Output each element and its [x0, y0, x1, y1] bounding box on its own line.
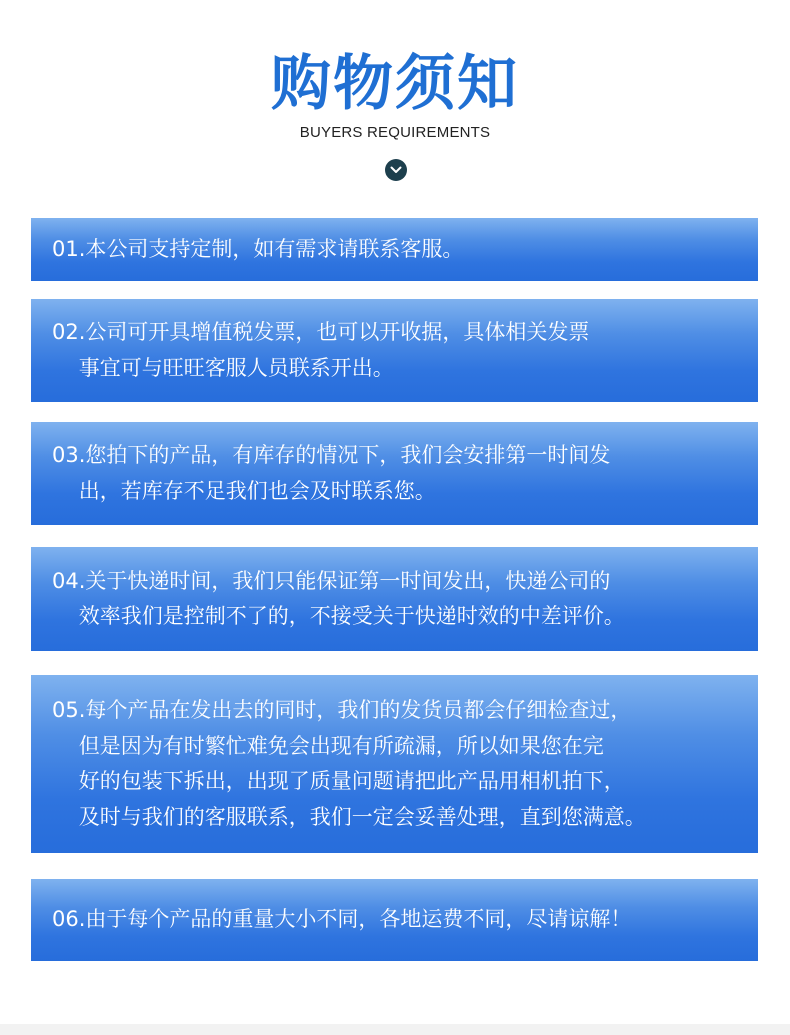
- notice-text: 03.您拍下的产品，有库存的情况下，我们会安排第一时间发 出，若库存不足我们也会及时联系您。: [52, 443, 611, 503]
- notice-item-04: [31, 547, 758, 651]
- notice-item-02: [31, 299, 758, 402]
- notice-text: 06.由于每个产品的重量大小不同，各地运费不同，尽请谅解！: [52, 907, 632, 932]
- chevron-down-icon: [385, 159, 407, 181]
- notice-item-05: [31, 675, 758, 853]
- notice-text: 04.关于快递时间，我们只能保证第一时间发出，快递公司的 效率我们是控制不了的，不接受关于快递时效的中差评价。: [52, 568, 625, 628]
- notice-text: 02.公司可开具增值税发票，也可以开收据，具体相关发票 事宜可与旺旺客服人员联系开出。: [52, 320, 590, 380]
- notice-text: 01.本公司支持定制，如有需求请联系客服。: [52, 236, 464, 261]
- notice-text: 05.每个产品在发出去的同时，我们的发货员都会仔细检查过， 但是因为有时繁忙难免会出现有所疏漏，所以如果您在完 好的包装下拆出，出现了质量问题请把此产品用相机拍下， 及时与我们的客服联系，我们一定会妥善处理，直到您满意。: [52, 698, 646, 829]
- page-subtitle: BUYERS REQUIREMENTS: [299, 124, 491, 141]
- notice-item-03: [31, 422, 758, 525]
- footer-strip: [0, 1024, 790, 1035]
- notice-item-06: [31, 879, 758, 961]
- page-title: 购物须知: [271, 49, 519, 119]
- notice-item-01: [31, 218, 758, 281]
